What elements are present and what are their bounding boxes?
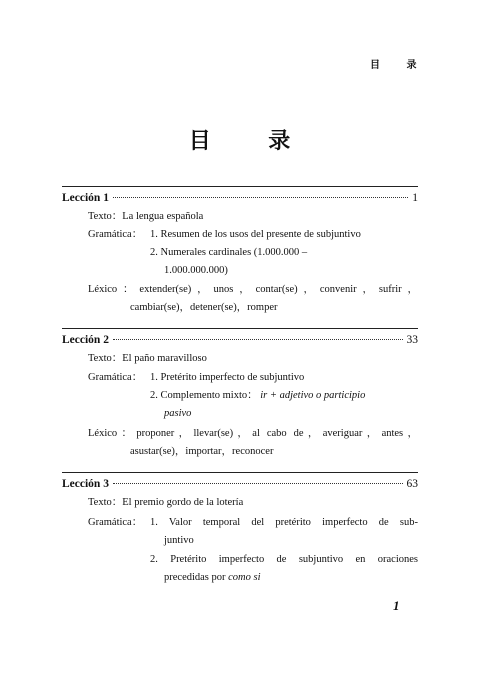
lexico-line: Léxico：extender(se)，unos，contar(se)，convenir，sufrir， xyxy=(88,284,418,295)
toc-entry-leccion-1[interactable] xyxy=(62,192,418,206)
gramatica-item-continuation xyxy=(164,571,261,585)
lexico-continuation: asustar(se)，importar，reconocer xyxy=(130,446,274,457)
gramatica-item-italic: como si xyxy=(228,572,261,583)
lesson-title: Lección 3 xyxy=(62,478,109,490)
lesson-page-number: 1 xyxy=(412,192,418,204)
gramatica-item-text: precedidas por xyxy=(164,572,226,583)
texto-line: Texto：El premio gordo de la lotería xyxy=(88,497,244,508)
gramatica-item: 2. Pretérito imperfecto de subjuntivo en oraciones xyxy=(150,554,418,565)
page-title: 目 录 xyxy=(188,128,317,153)
leader-dots xyxy=(113,338,403,340)
gramatica-label: Gramática： xyxy=(88,517,143,528)
section-rule xyxy=(62,328,418,329)
section-rule xyxy=(62,472,418,473)
running-head: 目 录 xyxy=(370,60,429,71)
lesson-page-number: 63 xyxy=(406,478,418,490)
gramatica-item: 1. Valor temporal del pretérito imperfecto de sub- xyxy=(150,517,418,528)
gramatica-label: Gramática： xyxy=(88,229,143,240)
gramatica-item-continuation xyxy=(164,407,191,421)
gramatica-item-italic: pasivo xyxy=(164,408,192,419)
texto-line: Texto：El paño maravilloso xyxy=(88,353,207,364)
gramatica-item: 2. Numerales cardinales (1.000.000 – xyxy=(150,247,308,258)
leader-dots xyxy=(113,196,408,198)
gramatica-item-continuation: juntivo xyxy=(164,535,194,546)
gramatica-item: 1. Resumen de los usos del presente de subjuntivo xyxy=(150,229,361,240)
gramatica-item-continuation: 1.000.000.000) xyxy=(164,265,228,276)
lesson-title: Lección 1 xyxy=(62,192,109,204)
page-number: 1 xyxy=(393,598,400,613)
gramatica-item-italic: ir + adjetivo o participio xyxy=(260,390,366,401)
texto-line: Texto：La lengua española xyxy=(88,211,204,222)
lesson-title: Lección 2 xyxy=(62,334,109,346)
gramatica-label: Gramática： xyxy=(88,372,143,383)
lesson-page-number: 33 xyxy=(406,334,418,346)
toc-entry-leccion-3[interactable] xyxy=(62,478,418,492)
lexico-line: Léxico：proponer，llevar(se)，al cabo de，averiguar，antes， xyxy=(88,428,418,439)
leader-dots xyxy=(113,482,403,484)
gramatica-item-text: 2. Complemento mixto： xyxy=(150,390,258,401)
gramatica-item xyxy=(150,389,365,403)
lexico-continuation: cambiar(se)，detener(se)，romper xyxy=(130,302,278,313)
gramatica-item: 1. Pretérito imperfecto de subjuntivo xyxy=(150,372,305,383)
section-rule xyxy=(62,186,418,187)
toc-entry-leccion-2[interactable] xyxy=(62,334,418,348)
